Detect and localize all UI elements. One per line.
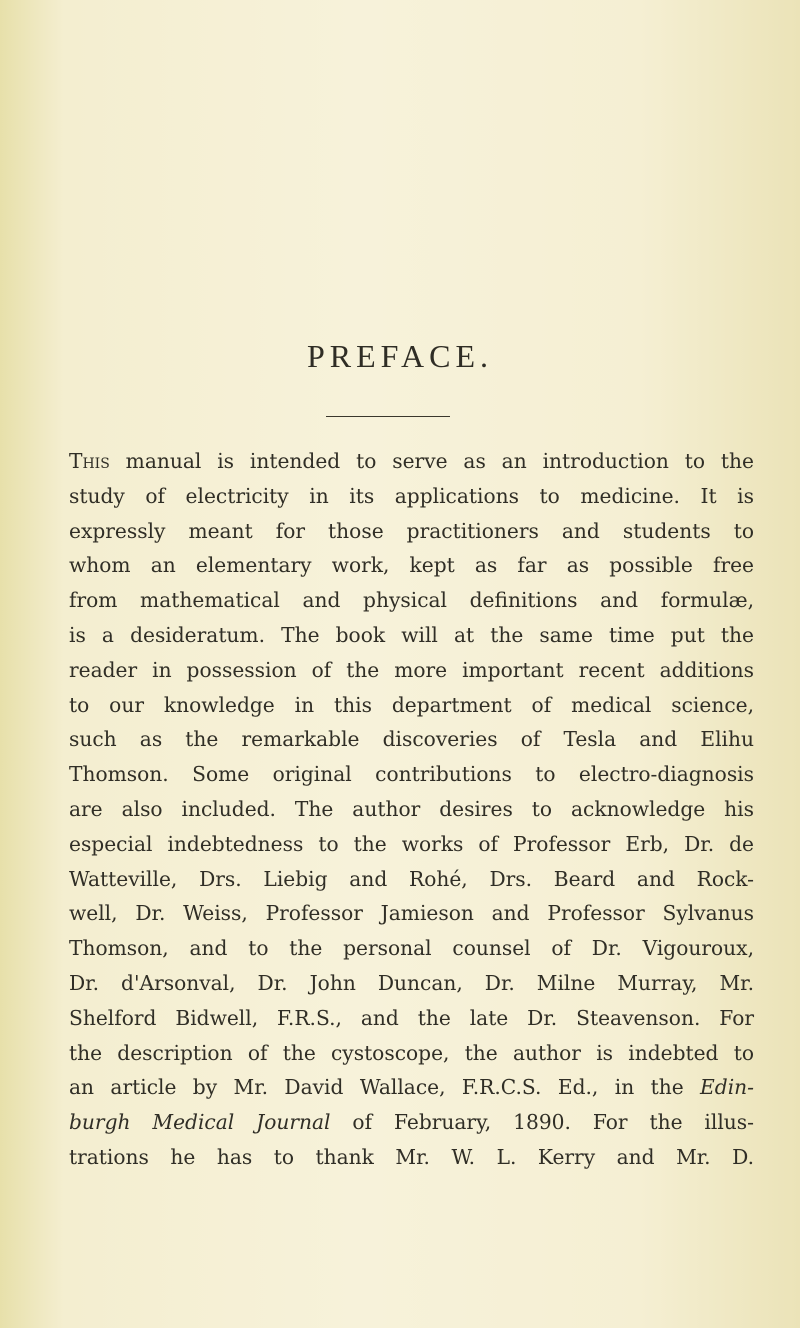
text-line: study of electricity in its applications to medicine. It is — [69, 483, 754, 508]
journal-title-part1: Edin- — [700, 1075, 754, 1100]
preface-heading: PREFACE. — [306, 338, 494, 374]
text-line: are also included. The author desires to acknowledge his — [69, 796, 754, 821]
text-line: Thomson. Some original contributions to electro-diagnosis — [69, 762, 754, 787]
text-line: such as the remarkable discoveries of Tesla and Elihu — [69, 727, 754, 752]
text-line: an article by Mr. David Wallace, F.R.C.S. Ed., in the Edin- — [69, 1075, 754, 1100]
text-line: trations he has to thank Mr. W. L. Kerry and Mr. D. — [69, 1144, 754, 1169]
text-line: especial indebtedness to the works of Professor Erb, Dr. de — [69, 831, 754, 856]
lead-word: This — [69, 449, 110, 473]
text-line: the description of the cystoscope, the author is indebted to — [69, 1040, 754, 1065]
text-line: reader in possession of the more important recent additions — [69, 657, 754, 682]
text-line: Watteville, Drs. Liebig and Rohé, Drs. Beard and Rock- — [69, 866, 754, 891]
text-line: This manual is intended to serve as an introduction to the — [69, 449, 754, 473]
text-line: expressly meant for those practitioners and students to — [69, 518, 754, 543]
text-line: Dr. d'Arsonval, Dr. John Duncan, Dr. Milne Murray, Mr. — [69, 970, 754, 995]
text-line: burgh Medical Journal of February, 1890. For the illus- — [69, 1110, 754, 1135]
journal-title-part2: burgh Medical Journal — [69, 1110, 331, 1135]
text-line: whom an elementary work, kept as far as possible free — [69, 553, 754, 578]
text-line: Shelford Bidwell, F.R.S., and the late Dr. Steavenson. For — [69, 1005, 754, 1030]
text-line: from mathematical and physical definitions and formulæ, — [69, 588, 754, 613]
text-line: to our knowledge in this department of medical science, — [69, 692, 754, 717]
heading-divider — [326, 416, 450, 417]
text-line: well, Dr. Weiss, Professor Jamieson and Professor Sylvanus — [69, 901, 754, 926]
preface-paragraph — [69, 444, 754, 1175]
text-line: Thomson, and to the personal counsel of Dr. Vigouroux, — [69, 936, 754, 961]
text-line: is a desideratum. The book will at the same time put the — [69, 622, 754, 647]
